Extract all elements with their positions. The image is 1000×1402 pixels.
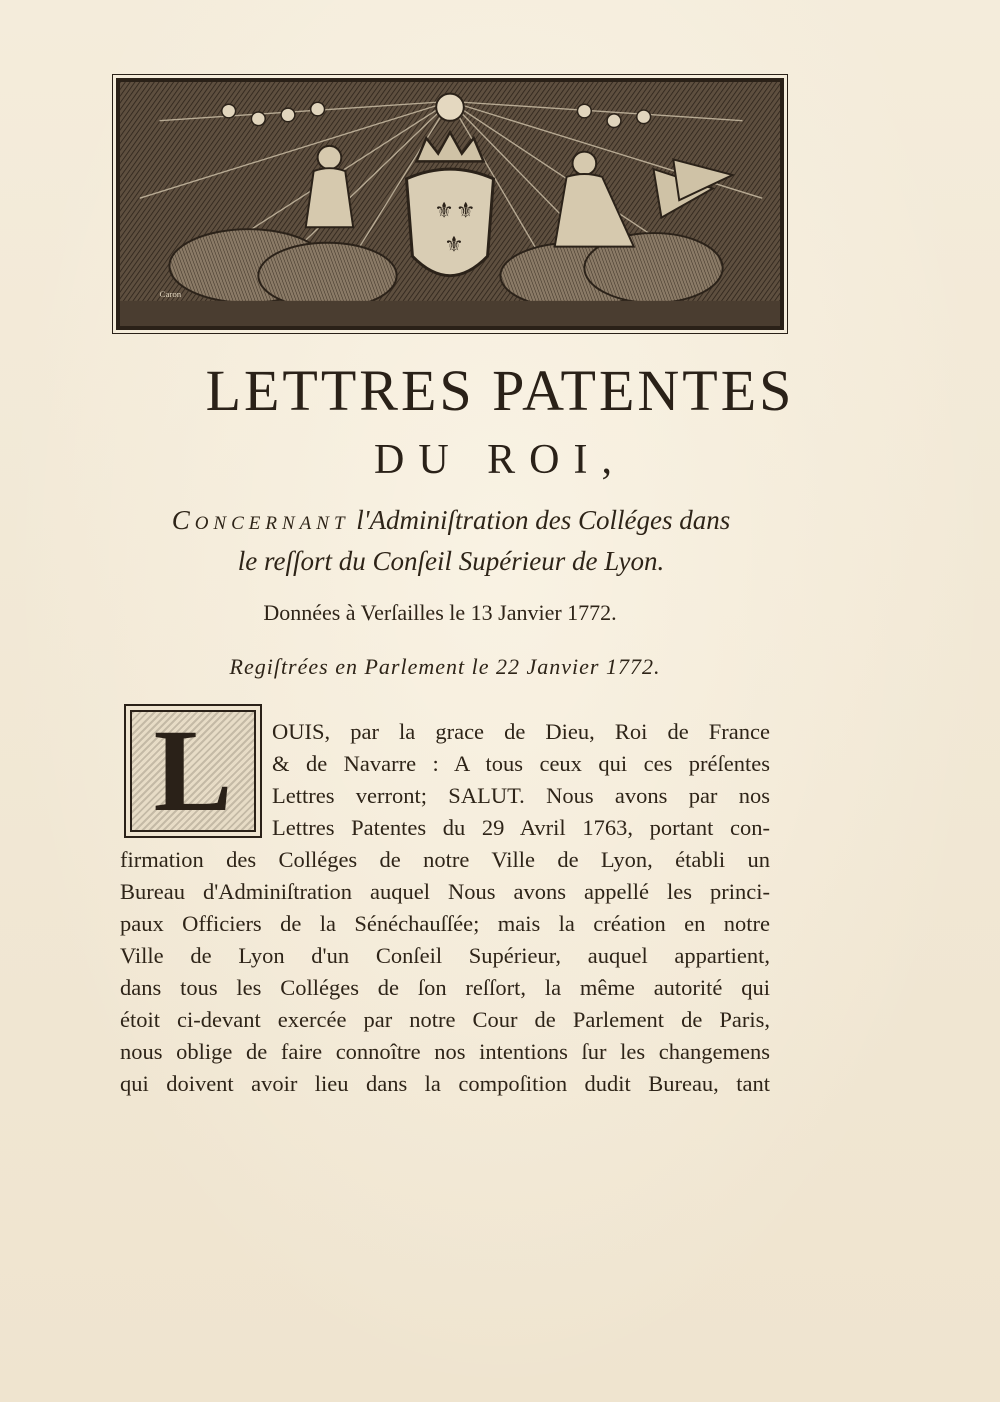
body-line: paux Officiers de la Sénéchauſſée; mais la création en notre (120, 911, 770, 936)
svg-text:⚜: ⚜ (444, 232, 464, 258)
body-line: Lettres Patentes du 29 Avril 1763, portant con- (272, 815, 770, 840)
ornamental-initial (124, 704, 262, 838)
body-line: Bureau d'Adminiſtration auquel Nous avons appellé les princi- (120, 879, 770, 904)
royal-crest-engraving (120, 82, 780, 326)
body-line: qui doivent avoir lieu dans la compoſition dudit Bureau, tant (120, 1071, 770, 1096)
body-line: & de Navarre : A tous ceux qui ces préſentes (272, 751, 770, 776)
date-registered: Regiſtrées en Parlement le 22 Janvier 1772. (229, 654, 661, 679)
initial-letter: L (153, 705, 233, 836)
engraver-signature: Caron (159, 289, 182, 299)
date-given: Données à Verſailles le 13 Janvier 1772. (263, 600, 617, 625)
svg-text:⚜: ⚜ (434, 198, 454, 224)
body-line: Lettres verront; SALUT. Nous avons par nos (272, 783, 770, 808)
subject-heading (118, 500, 784, 582)
title-lettres-patentes: LETTRES PATENTES (205, 358, 795, 423)
body-line: étoit ci-devant exercée par notre Cour de Parlement de Paris, (120, 1007, 770, 1032)
title-du-roi: DU ROI, (374, 437, 626, 483)
subject-line-1-rest: l'Adminiſtration des Colléges dans (349, 505, 731, 535)
body-line: Ville de Lyon d'un Conſeil Supérieur, auquel appartient, (120, 943, 770, 968)
body-line: nous oblige de faire connoître nos intentions ſur les changemens (120, 1039, 770, 1064)
subject-line-2: le reſſort du Conſeil Supérieur de Lyon. (237, 546, 665, 576)
subject-lead-word: Concernant (171, 505, 350, 535)
body-line: dans tous les Colléges de ſon reſſort, la même autorité qui (120, 975, 770, 1000)
svg-text:⚜: ⚜ (455, 198, 476, 224)
body-line: OUIS, par la grace de Dieu, Roi de France (272, 719, 770, 744)
woodcut-headpiece-image (116, 78, 784, 330)
initial-frame (130, 705, 256, 836)
body-line: firmation des Colléges de notre Ville de Lyon, établi un (120, 847, 770, 872)
